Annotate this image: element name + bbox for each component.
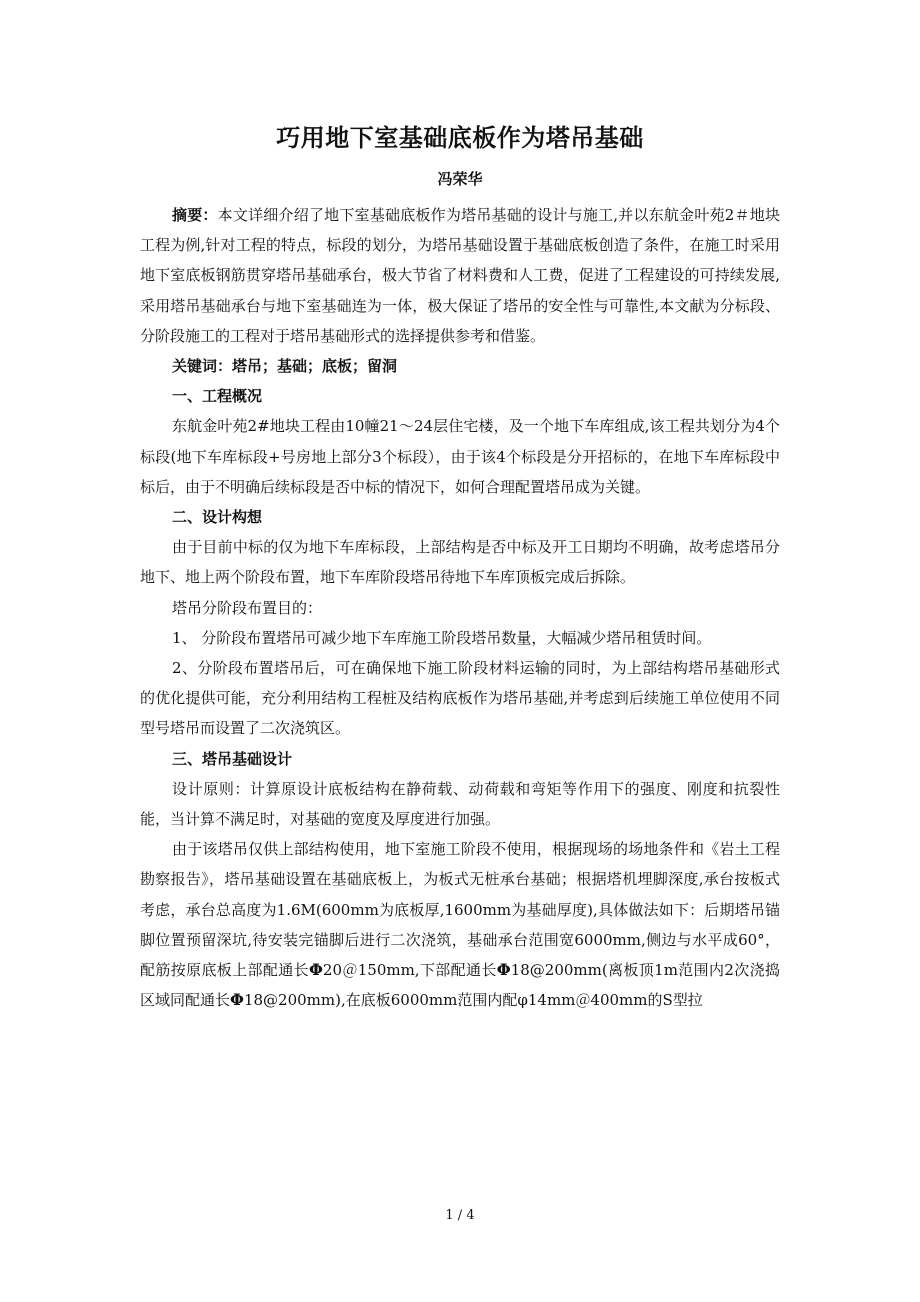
rebar-symbol: Φ [308,960,323,980]
design-text-b: 20＠150mm,下部配通长 [322,961,497,980]
design-paragraph-1: 设计原则：计算原设计底板结构在静荷载、动荷载和弯矩等作用下的强度、刚度和抗裂性能，当计算不满足时，对基础的宽度及厚度进行加强。 [140,779,780,829]
concept-paragraph-3: 1、 分阶段布置塔吊可减少地下车库施工阶段塔吊数量，大幅减少塔吊租赁时间。 [172,628,712,647]
section-heading-design: 三、塔吊基础设计 [172,749,293,768]
section-heading-overview: 一、工程概况 [172,387,263,406]
section-heading-concept: 二、设计构想 [172,508,263,527]
keywords-line: 关键词：塔吊；基础；底板；留洞 [172,357,398,376]
abstract-text: 本文详细介绍了地下室基础底板作为塔吊基础的设计与施工,并以东航金叶苑2＃地块工程为例,针对工程的特点，标段的划分，为塔吊基础设置于基础底板创造了条件，在施工时采用地下室底板钢筋贯穿塔吊基础承台，极大节省了材料费和人工费，促进了工程建设的可持续发展,采用塔吊基础承台与地下室基础连为一体，极大保证了塔吊的安全性与可靠性,本文献为分标段、分阶段施工的工程对于塔吊基础形式的选择提供参考和借鉴。 [140,206,780,345]
design-text-c: 18@200mm(离板顶1m范围内2次浇捣区域同配通长 [140,961,780,1010]
rebar-symbol: Φ [230,990,244,1010]
page-number: 1 / 4 [445,1208,475,1223]
design-paragraph-2 [140,834,780,1015]
design-text-a: 由于该塔吊仅供上部结构使用，地下室施工阶段不使用，根据现场的场地条件和《岩土工程勘察报告》，塔吊基础设置在基础底板上，为板式无桩承台基础；根据塔机埋脚深度,承台按板式考虑，承台总高度为1.6M(600mm为底板厚,1600mm为基础厚度),具体做法如下：后期塔吊锚脚位置预留深坑,待安装完锚脚后进行二次浇筑，基础承台范围宽6000mm,侧边与水平成60°，配筋按原底板上部配通长 [140,840,780,980]
concept-paragraph-1: 由于目前中标的仅为地下车库标段，上部结构是否中标及开工日期均不明确，故考虑塔吊分地下、地上两个阶段布置，地下车库阶段塔吊待地下车库顶板完成后拆除。 [140,538,780,587]
abstract-paragraph [140,200,780,351]
author-name: 冯荣华 [437,170,483,188]
overview-paragraph: 东航金叶苑2#地块工程由10幢21～24层住宅楼，及一个地下车库组成,该工程共划分为4个标段(地下车库标段+号房地上部分3个标段），由于该4个标段是分开招标的，在地下车库标段中标后，由于不明确后续标段是否中标的情况下，如何合理配置塔吊成为关键。 [140,417,780,496]
concept-paragraph-2: 塔吊分阶段布置目的： [172,598,323,617]
document-title: 巧用地下室基础底板作为塔吊基础 [276,124,644,152]
document-body [140,200,780,1015]
concept-paragraph-4: 2、分阶段布置塔吊后，可在确保地下施工阶段材料运输的同时，为上部结构塔吊基础形式的优化提供可能，充分利用结构工程桩及结构底板作为塔吊基础,并考虑到后续施工单位使用不同型号塔吊而设置了二次浇筑区。 [140,659,780,738]
abstract-label: 摘要： [172,206,218,224]
rebar-symbol: Φ [496,960,511,980]
design-text-d: 18@200mm),在底板6000mm范围内配φ14mm＠400mm的S型拉 [243,991,703,1010]
